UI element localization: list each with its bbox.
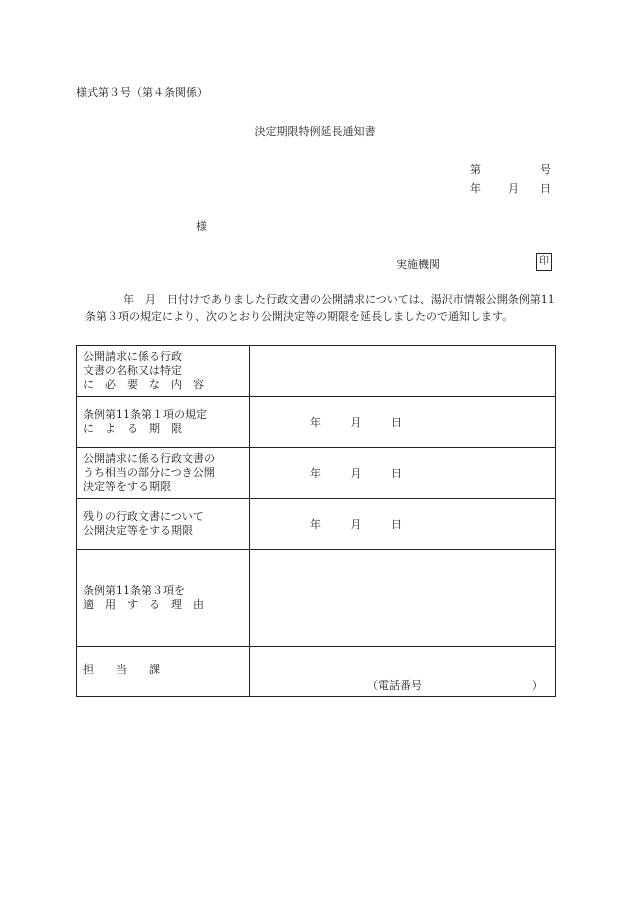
label-line: 文書の名称又は特定 xyxy=(83,364,182,377)
year-label: 年 xyxy=(310,467,321,480)
extension-table xyxy=(76,345,556,697)
addressee-suffix: 様 xyxy=(196,220,207,233)
label-line: 決定等をする期限 xyxy=(83,480,171,493)
department-value xyxy=(250,647,556,697)
month-label: 月 xyxy=(350,416,362,429)
number-dai: 第 xyxy=(470,163,481,176)
label-line: 公開決定等をする期限 xyxy=(83,524,193,537)
date-month: 月 xyxy=(508,182,519,195)
department-label xyxy=(77,647,250,697)
agency-label: 実施機関 xyxy=(396,258,440,271)
article11-1-deadline-label xyxy=(77,397,250,448)
phone-close: ） xyxy=(532,679,543,692)
remaining-decision-deadline-label xyxy=(77,499,250,550)
date-year: 年 xyxy=(470,182,481,195)
number-go: 号 xyxy=(540,163,551,176)
table-row xyxy=(77,448,556,499)
application-reason-label xyxy=(77,550,250,647)
table-row xyxy=(77,499,556,550)
label-line: 残りの行政文書について xyxy=(83,510,204,523)
table-row xyxy=(77,647,556,697)
body-paragraph: 年 月 日付けでありました行政文書の公開請求については、湯沢市情報公開条例第11条第３項の規定により、次のとおり公開決定等の期限を延長しましたので通知します。 xyxy=(85,293,555,323)
label-line: 条例第11条第３項を xyxy=(83,584,185,597)
day-label: 日 xyxy=(391,416,402,429)
month-label: 月 xyxy=(350,467,362,480)
request-document-label xyxy=(77,346,250,397)
month-label: 月 xyxy=(350,518,362,531)
table-row xyxy=(77,550,556,647)
remaining-decision-deadline-value xyxy=(250,499,556,550)
day-label: 日 xyxy=(391,518,402,531)
day-label: 日 xyxy=(391,467,402,480)
date-day: 日 xyxy=(540,182,551,195)
label-line: 担 当 課 xyxy=(83,663,160,676)
partial-decision-deadline-value xyxy=(250,448,556,499)
label-line: うち相当の部分につき公開 xyxy=(83,466,215,479)
table-row xyxy=(77,397,556,448)
label-line: 条例第11条第１項の規定 xyxy=(83,408,207,421)
label-line: に 必 要 な 内 容 xyxy=(83,378,204,391)
request-document-value xyxy=(250,346,556,397)
label-line: 適 用 す る 理 由 xyxy=(83,598,204,611)
article11-1-deadline-value xyxy=(250,397,556,448)
partial-decision-deadline-label xyxy=(77,448,250,499)
application-reason-value xyxy=(250,550,556,647)
form-number: 様式第３号（第４条関係） xyxy=(76,86,208,99)
phone-label: （電話番号 xyxy=(367,679,422,692)
seal-mark: 印 xyxy=(536,253,552,271)
table-row xyxy=(77,346,556,397)
label-line: 公開請求に係る行政文書の xyxy=(83,452,215,465)
year-label: 年 xyxy=(310,518,321,531)
document-title: 決定期限特例延長通知書 xyxy=(254,125,376,138)
label-line: 公開請求に係る行政 xyxy=(83,350,182,363)
label-line: に よ る 期 限 xyxy=(83,422,182,435)
year-label: 年 xyxy=(310,416,321,429)
